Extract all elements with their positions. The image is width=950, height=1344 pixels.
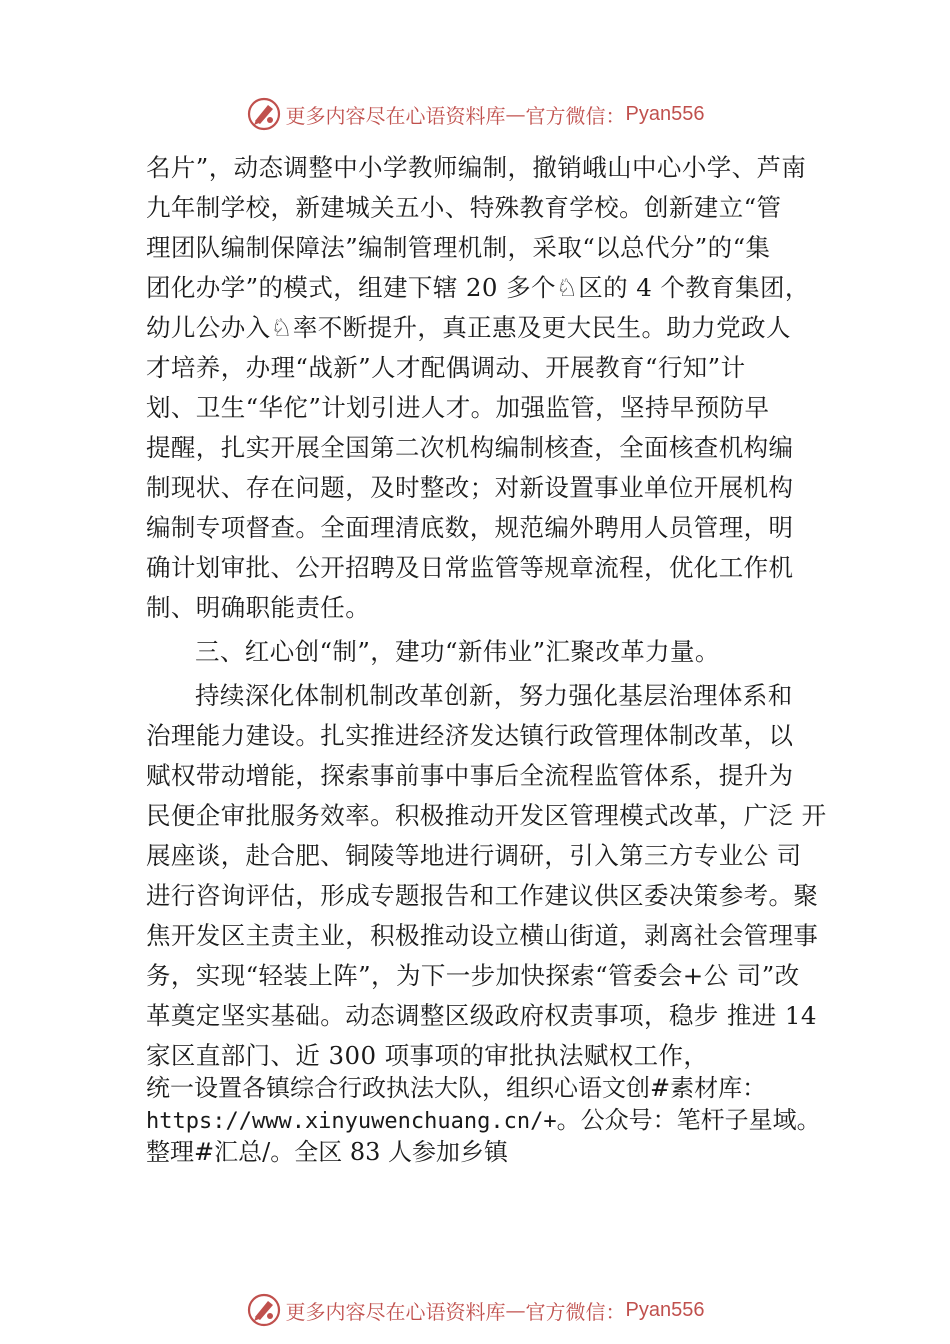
text-line: [146, 1104, 836, 1136]
source-url: https://www.xinyuwenchuang.cn/+: [146, 1109, 557, 1134]
watermark-separator: —: [505, 1298, 526, 1322]
header-watermark: [0, 94, 950, 134]
text-line: 进行咨询评估，形成专题报告和工作建议供区委决策参考。聚: [146, 881, 819, 910]
text-line: 统一设置各镇综合行政执法大队，组织心语文创#素材库：: [146, 1074, 767, 1102]
section-heading: 三、红心创“制”，建功“新伟业”汇聚改革力量。: [195, 637, 720, 666]
document-body: [146, 148, 836, 1076]
text-line: 制现状、存在问题，及时整改；对新设置事业单位开展机构: [146, 473, 794, 502]
text-line: 革奠定坚实基础。动态调整区级政府权责事项，稳步 推进 14: [146, 1001, 817, 1030]
text-line: 确计划审批、公开招聘及日常监管等规章流程，优化工作机: [146, 553, 794, 582]
pen-seal-icon: [246, 96, 282, 132]
pen-seal-icon: [246, 1292, 282, 1328]
watermark-wechat-id: Pyan556: [625, 102, 705, 125]
text-line: 赋权带动增能，探索事前事中事后全流程监管体系，提升为: [146, 761, 794, 790]
text-line: 理团队编制保障法”编制管理机制，采取“以总代分”的“集: [146, 233, 771, 262]
text-line: 团化办学”的模式，组建下辖 20 多个♘区的 4 个教育集团，: [146, 273, 810, 302]
text-line: 治理能力建设。扎实推进经济发达镇行政管理体制改革，以: [146, 721, 794, 750]
text-line: 制、明确职能责任。: [146, 593, 371, 622]
text-line: 展座谈，赴合肥、铜陵等地进行调研，引入第三方专业公 司: [146, 841, 802, 870]
text-line: 民便企审批服务效率。积极推动开发区管理模式改革，广泛 开: [146, 801, 827, 830]
watermark-wechat-label: 官方微信：: [525, 1299, 626, 1324]
watermark-brand-text: 更多内容尽在心语资料库: [285, 1299, 506, 1324]
watermark-wechat-id: Pyan556: [625, 1298, 705, 1321]
document-tail: [146, 1072, 836, 1168]
text-line: 划、卫生“华佗”计划引进人才。加强监管，坚持早预防早: [146, 393, 770, 422]
watermark-brand-text: 更多内容尽在心语资料库: [285, 103, 506, 128]
text-line: 焦开发区主责主业，积极推动设立横山街道，剥离社会管理事: [146, 921, 819, 950]
text-line: 幼儿公办入♘率不断提升，真正惠及更大民生。助力党政人: [146, 313, 791, 342]
text-line: 务，实现“轻装上阵”，为下一步加快探索“管委会+公 司”改: [146, 961, 800, 990]
watermark-wechat-label: 官方微信：: [525, 103, 626, 128]
text-fragment: 。公众号：笔杆子星域。: [556, 1106, 821, 1134]
text-line: 整理#汇总/。全区 83 人参加乡镇: [146, 1138, 508, 1166]
text-line: 持续深化体制机制改革创新，努力强化基层治理体系和: [195, 681, 793, 710]
text-line: 名片”，动态调整中小学教师编制，撤销峨山中心小学、芦南: [146, 153, 807, 182]
text-line: 才培养，办理“战新”人才配偶调动、开展教育“行知”计: [146, 353, 746, 382]
watermark-separator: —: [505, 102, 526, 126]
text-line: 编制专项督查。全面理清底数，规范编外聘用人员管理，明: [146, 513, 794, 542]
text-line: 九年制学校，新建城关五小、特殊教育学校。创新建立“管: [146, 193, 782, 222]
text-line: 家区直部门、近 300 项事项的审批执法赋权工作，: [146, 1041, 709, 1070]
text-line: 提醒，扎实开展全国第二次机构编制核查，全面核查机构编: [146, 433, 794, 462]
footer-watermark: [0, 1290, 950, 1330]
